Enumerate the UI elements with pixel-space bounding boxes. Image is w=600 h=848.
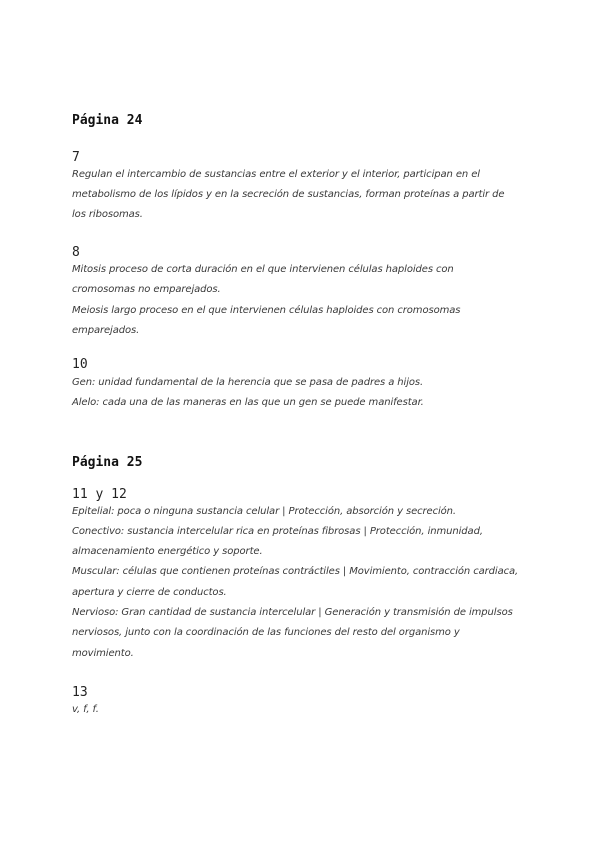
answer-line: emparejados. <box>72 325 140 336</box>
answer-line: Conectivo: sustancia intercelular rica en proteínas fibrosas | Protección, inmunidad, <box>72 526 483 537</box>
question-number-7: 7 <box>72 150 80 165</box>
answer-line: Nervioso: Gran cantidad de sustancia intercelular | Generación y transmisión de impulsos <box>72 607 513 618</box>
section-heading-pagina-25: Página 25 <box>72 455 143 470</box>
question-number-10: 10 <box>72 357 88 372</box>
answer-line: almacenamiento energético y soporte. <box>72 546 263 557</box>
answer-line: nerviosos, junto con la coordinación de las funciones del resto del organismo y <box>72 627 460 638</box>
answer-line: Meiosis largo proceso en el que intervienen células haploides con cromosomas <box>72 305 461 316</box>
answer-line: Epitelial: poca o ninguna sustancia celular | Protección, absorción y secreción. <box>72 506 456 517</box>
answer-line: metabolismo de los lípidos y en la secreción de sustancias, forman proteínas a partir de <box>72 189 505 200</box>
answer-line: cromosomas no emparejados. <box>72 284 221 295</box>
question-number-11-12: 11 y 12 <box>72 487 127 502</box>
question-number-8: 8 <box>72 245 80 260</box>
answer-line: Muscular: células que contienen proteínas contráctiles | Movimiento, contracción cardiaca, <box>72 566 519 577</box>
answer-line: Regulan el intercambio de sustancias entre el exterior y el interior, participan en el <box>72 169 480 180</box>
answer-line: los ribosomas. <box>72 209 143 220</box>
section-heading-pagina-24: Página 24 <box>72 113 143 128</box>
answer-line: apertura y cierre de conductos. <box>72 587 227 598</box>
answer-line: Mitosis proceso de corta duración en el que intervienen células haploides con <box>72 264 454 275</box>
answer-line: movimiento. <box>72 648 134 659</box>
answer-line: Alelo: cada una de las maneras en las que un gen se puede manifestar. <box>72 397 424 408</box>
answer-line: v, f, f. <box>72 704 99 715</box>
question-number-13: 13 <box>72 685 88 700</box>
answer-line: Gen: unidad fundamental de la herencia que se pasa de padres a hijos. <box>72 377 424 388</box>
